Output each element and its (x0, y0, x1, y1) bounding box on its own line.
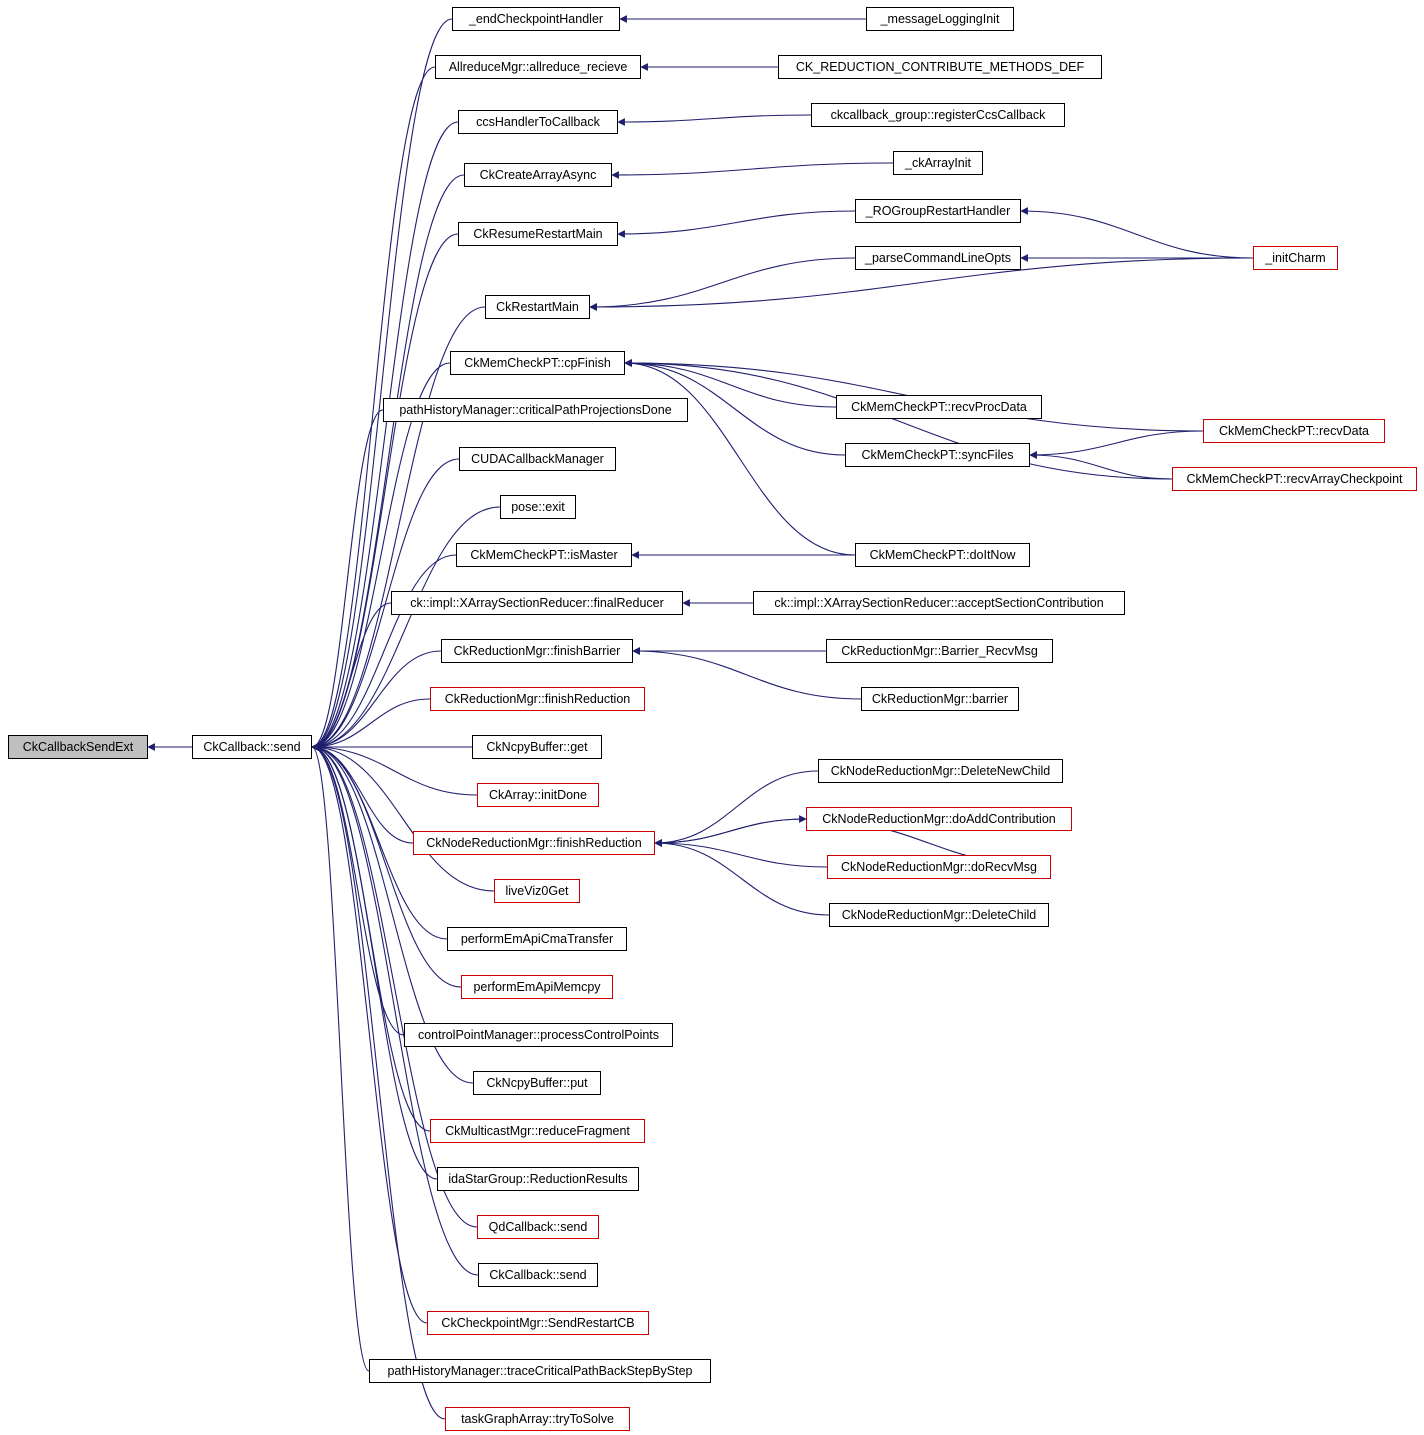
graph-node[interactable]: taskGraphArray::tryToSolve (445, 1407, 630, 1431)
graph-edge (655, 819, 806, 843)
graph-edge (1030, 455, 1172, 479)
graph-node[interactable]: CkMemCheckPT::recvArrayCheckpoint (1172, 467, 1417, 491)
graph-node[interactable]: CkCallback::send (478, 1263, 598, 1287)
graph-edge (312, 747, 437, 1179)
graph-edge (312, 555, 456, 747)
graph-edge (312, 747, 477, 1227)
graph-edge (612, 163, 893, 175)
graph-edge (312, 747, 404, 1035)
graph-node[interactable]: CkArray::initDone (477, 783, 599, 807)
graph-edge (312, 747, 461, 987)
graph-node[interactable]: CkCallback::send (192, 735, 312, 759)
graph-node[interactable]: pathHistoryManager::traceCriticalPathBackStepByStep (369, 1359, 711, 1383)
graph-node[interactable]: CkMemCheckPT::recvData (1203, 419, 1385, 443)
graph-node[interactable]: CkMemCheckPT::doItNow (855, 543, 1030, 567)
graph-edge (312, 19, 452, 747)
graph-node[interactable]: CkNodeReductionMgr::DeleteChild (829, 903, 1049, 927)
graph-node[interactable]: performEmApiMemcpy (461, 975, 613, 999)
graph-node[interactable]: ck::impl::XArraySectionReducer::acceptSectionContribution (753, 591, 1125, 615)
graph-node[interactable]: _messageLoggingInit (866, 7, 1014, 31)
graph-node[interactable]: CK_REDUCTION_CONTRIBUTE_METHODS_DEF (778, 55, 1102, 79)
graph-edge (655, 771, 818, 843)
graph-edge (590, 258, 855, 307)
graph-node[interactable]: performEmApiCmaTransfer (447, 927, 627, 951)
graph-node[interactable]: CkMulticastMgr::reduceFragment (430, 1119, 645, 1143)
graph-edge (655, 843, 829, 915)
graph-node[interactable]: _ckArrayInit (893, 151, 983, 175)
graph-node[interactable]: controlPointManager::processControlPoints (404, 1023, 673, 1047)
graph-node[interactable]: pathHistoryManager::criticalPathProjectionsDone (383, 398, 688, 422)
graph-node[interactable]: CkCallbackSendExt (8, 735, 148, 759)
graph-edge (625, 363, 855, 555)
graph-edge (312, 747, 369, 1371)
graph-edge (312, 747, 477, 795)
graph-node[interactable]: CkReductionMgr::Barrier_RecvMsg (826, 639, 1053, 663)
graph-node[interactable]: CkCheckpointMgr::SendRestartCB (427, 1311, 649, 1335)
graph-node[interactable]: CkReductionMgr::finishReduction (430, 687, 645, 711)
graph-edge (312, 651, 441, 747)
graph-node[interactable]: CUDACallbackManager (459, 447, 616, 471)
graph-node[interactable]: CkNodeReductionMgr::doRecvMsg (827, 855, 1051, 879)
graph-node[interactable]: QdCallback::send (477, 1215, 599, 1239)
graph-node[interactable]: CkCreateArrayAsync (464, 163, 612, 187)
graph-node[interactable]: CkNcpyBuffer::put (473, 1071, 601, 1095)
graph-edge (312, 747, 430, 1131)
graph-edge (312, 234, 458, 747)
graph-node[interactable]: CkMemCheckPT::syncFiles (845, 443, 1030, 467)
graph-node[interactable]: CkMemCheckPT::recvProcData (836, 395, 1042, 419)
graph-edge (312, 603, 391, 747)
graph-node[interactable]: CkRestartMain (485, 295, 590, 319)
graph-node[interactable]: liveViz0Get (494, 879, 580, 903)
graph-node[interactable]: CkMemCheckPT::cpFinish (450, 351, 625, 375)
graph-node[interactable]: _initCharm (1253, 246, 1338, 270)
graph-edge (1030, 431, 1203, 455)
graph-node[interactable]: CkReductionMgr::finishBarrier (441, 639, 633, 663)
graph-node[interactable]: ccsHandlerToCallback (458, 110, 618, 134)
graph-node[interactable]: CkNodeReductionMgr::DeleteNewChild (818, 759, 1063, 783)
graph-edge (312, 747, 494, 891)
graph-node[interactable]: CkMemCheckPT::isMaster (456, 543, 632, 567)
graph-node[interactable]: idaStarGroup::ReductionResults (437, 1167, 639, 1191)
graph-edge (655, 843, 827, 867)
graph-node[interactable]: ckcallback_group::registerCcsCallback (811, 103, 1065, 127)
graph-node[interactable]: CkNodeReductionMgr::doAddContribution (806, 807, 1072, 831)
graph-node[interactable]: pose::exit (500, 495, 576, 519)
graph-edge (618, 115, 811, 122)
graph-edge (655, 819, 806, 843)
graph-node[interactable]: _parseCommandLineOpts (855, 246, 1021, 270)
graph-edge (312, 410, 383, 747)
graph-node[interactable]: CkNodeReductionMgr::finishReduction (413, 831, 655, 855)
graph-node[interactable]: _ROGroupRestartHandler (855, 199, 1021, 223)
graph-edge (312, 747, 478, 1275)
graph-edge (312, 122, 458, 747)
graph-edge (1021, 211, 1253, 258)
graph-node[interactable]: _endCheckpointHandler (452, 7, 620, 31)
graph-edge (618, 211, 855, 234)
graph-node[interactable]: ck::impl::XArraySectionReducer::finalReducer (391, 591, 683, 615)
graph-edge (312, 699, 430, 747)
graph-node[interactable]: CkReductionMgr::barrier (861, 687, 1019, 711)
graph-node[interactable]: CkNcpyBuffer::get (472, 735, 602, 759)
graph-node[interactable]: CkResumeRestartMain (458, 222, 618, 246)
graph-edge (312, 747, 413, 843)
graph-node[interactable]: AllreduceMgr::allreduce_recieve (435, 55, 641, 79)
